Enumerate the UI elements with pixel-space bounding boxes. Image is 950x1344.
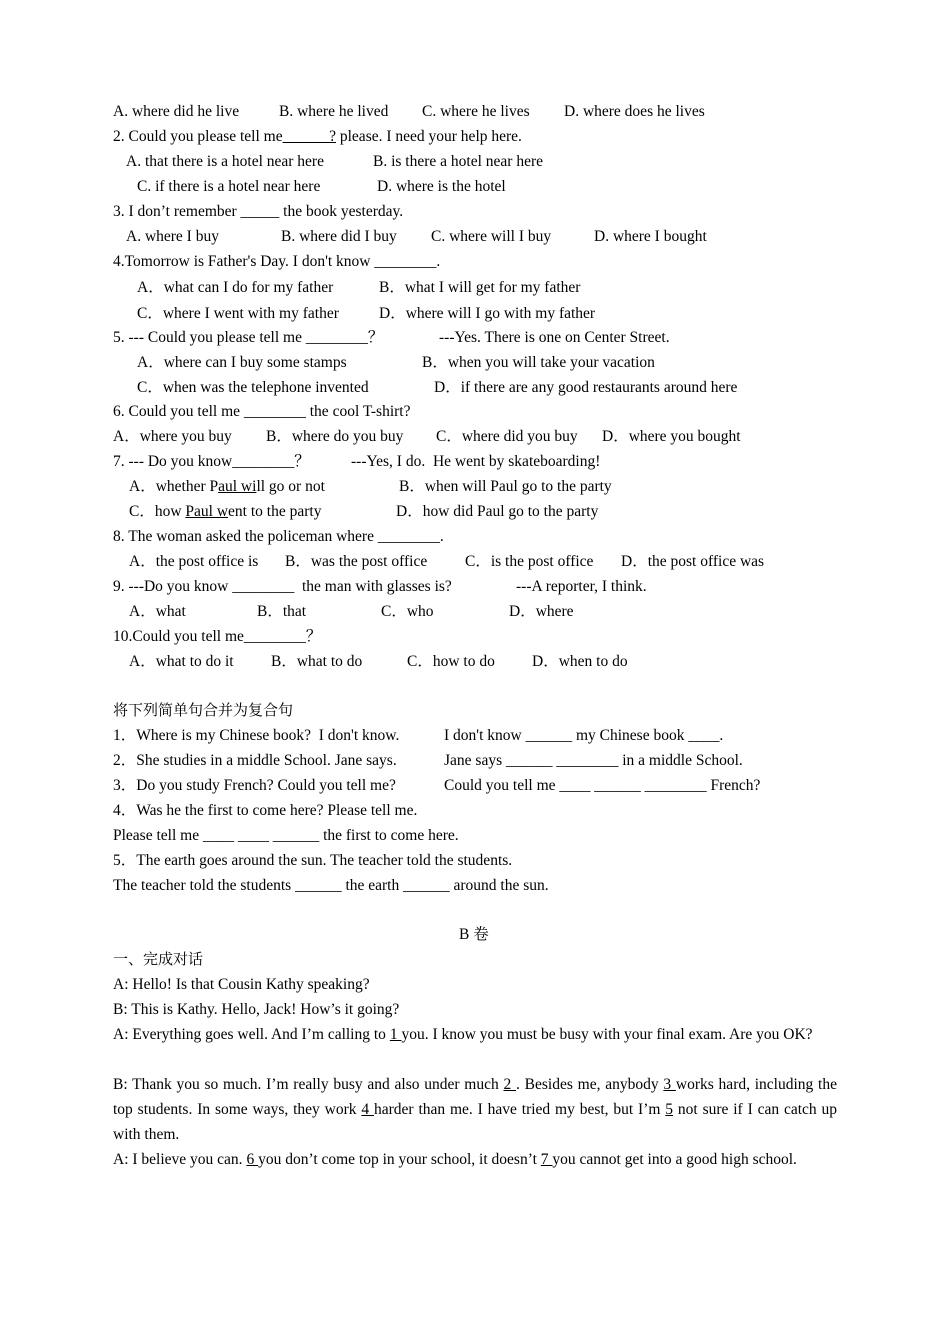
q9-option-d: D．where: [509, 603, 574, 620]
q5-option-c: C．when was the telephone invented: [137, 379, 369, 396]
combine-5-question: 5．The earth goes around the sun. The teacher told the students.: [113, 852, 513, 869]
q8-option-a: A．the post office is: [129, 553, 259, 570]
q6-stem: 6. Could you tell me ________ the cool T-shirt?: [113, 403, 411, 420]
q7-stem: 7. --- Do you know________？: [113, 453, 310, 470]
combine-2-answer: Jane says ______ ________ in a middle School.: [444, 752, 743, 769]
blank-6: 6: [246, 1151, 259, 1168]
combine-2-question: 2．She studies in a middle School. Jane says.: [113, 752, 397, 769]
q3-stem: 3. I don’t remember _____ the book yesterday.: [113, 203, 404, 220]
q6-option-c: C．where did you buy: [436, 428, 578, 445]
q10-option-d: D．when to do: [532, 653, 628, 670]
q9-option-a: A．what: [129, 603, 186, 620]
q6-option-a: A．where you buy: [113, 428, 232, 445]
q4-option-a: A．what can I do for my father: [137, 279, 334, 296]
q1-option-c: C. where he lives: [422, 103, 530, 120]
q9-reply: ---A reporter, I think.: [516, 578, 647, 595]
q7-option-a: A．whether Paul will go or not: [129, 478, 325, 495]
blank-2: 2: [503, 1076, 517, 1093]
q10-option-c: C．how to do: [407, 653, 495, 670]
combine-3-question: 3．Do you study French? Could you tell me?: [113, 777, 396, 794]
section-b-title: B 卷: [459, 926, 489, 943]
q7-option-b: B．when will Paul go to the party: [399, 478, 612, 495]
combine-1-answer: I don't know ______ my Chinese book ____.: [444, 727, 724, 744]
q10-stem: 10.Could you tell me________？: [113, 628, 322, 645]
q4-option-c: C．where I went with my father: [137, 305, 339, 322]
q10-option-b: B．what to do: [271, 653, 363, 670]
combine-3-answer: Could you tell me ____ ______ ________ French?: [444, 777, 761, 794]
q1-option-b: B. where he lived: [279, 103, 389, 120]
q8-option-d: D．the post office was: [621, 553, 765, 570]
q5-option-d: D．if there are any good restaurants around here: [434, 379, 738, 396]
q4-option-b: B．what I will get for my father: [379, 279, 581, 296]
q3-option-c: C. where will I buy: [431, 228, 552, 245]
q1-option-d: D. where does he lives: [564, 103, 705, 120]
blank-5: 5: [665, 1101, 674, 1118]
q3-option-d: D. where I bought: [594, 228, 707, 245]
dialogue-line-3: A: Everything goes well. And I’m calling to 1 you. I know you must be busy with your final exam. Are you OK?: [113, 1026, 813, 1043]
q10-option-a: A．what to do it: [129, 653, 234, 670]
q5-stem: 5. --- Could you please tell me ________？: [113, 329, 384, 346]
q2-option-a: A. that there is a hotel near here: [126, 153, 324, 170]
q2-stem: 2. Could you please tell me______? please. I need your help here.: [113, 128, 522, 145]
q7-option-c: C．how Paul went to the party: [129, 503, 322, 520]
q7-option-d: D．how did Paul go to the party: [396, 503, 599, 520]
q6-option-b: B．where do you buy: [266, 428, 404, 445]
combine-1-question: 1．Where is my Chinese book? I don't know.: [113, 727, 400, 744]
combine-heading: 将下列简单句合并为复合句: [113, 701, 294, 719]
dialogue-line-4: B: Thank you so much. I’m really busy and also under much 2 . Besides me, anybody 3 works hard, including the top students. In some ways, they work 4 harder than me. I have tried my best, but I’m 5 not sure if I can catch up with them.: [113, 1076, 838, 1143]
blank-3: 3: [663, 1076, 676, 1093]
q8-option-b: B．was the post office: [285, 553, 428, 570]
q2-option-c: C. if there is a hotel near here: [137, 178, 321, 195]
q5-reply: ---Yes. There is one on Center Street.: [439, 329, 670, 346]
q6-option-d: D．where you bought: [602, 428, 741, 445]
q4-option-d: D．where will I go with my father: [379, 305, 596, 322]
q5-option-b: B．when you will take your vacation: [422, 354, 655, 371]
dialogue-line-5: A: I believe you can. 6 you don’t come top in your school, it doesn’t 7 you cannot get into a good high school.: [113, 1151, 797, 1168]
q9-option-b: B．that: [257, 603, 307, 620]
blank-4: 4: [361, 1101, 374, 1118]
part-1-heading: 一、完成对话: [113, 950, 204, 968]
q8-stem: 8. The woman asked the policeman where ________.: [113, 528, 444, 545]
q1-option-a: A. where did he live: [113, 103, 240, 120]
combine-4-answer: Please tell me ____ ____ ______ the first to come here.: [113, 827, 459, 844]
q9-stem: 9. ---Do you know ________ the man with glasses is?: [113, 578, 452, 595]
blank-7: 7: [540, 1151, 553, 1168]
q3-option-b: B. where did I buy: [281, 228, 397, 245]
combine-4-question: 4．Was he the first to come here? Please tell me.: [113, 802, 418, 819]
q5-option-a: A．where can I buy some stamps: [137, 354, 347, 371]
blank-1: 1: [389, 1026, 402, 1043]
dialogue-line-1: A: Hello! Is that Cousin Kathy speaking?: [113, 976, 370, 993]
q2-option-d: D. where is the hotel: [377, 178, 506, 195]
combine-5-answer: The teacher told the students ______ the earth ______ around the sun.: [113, 877, 549, 894]
dialogue-line-2: B: This is Kathy. Hello, Jack! How’s it going?: [113, 1001, 400, 1018]
q8-option-c: C．is the post office: [465, 553, 594, 570]
q4-stem: 4.Tomorrow is Father's Day. I don't know ________.: [113, 253, 441, 270]
q7-reply: ---Yes, I do. He went by skateboarding!: [351, 453, 601, 470]
q3-option-a: A. where I buy: [126, 228, 219, 245]
q2-blank: ______?: [282, 128, 336, 145]
q9-option-c: C．who: [381, 603, 434, 620]
q2-option-b: B. is there a hotel near here: [373, 153, 543, 170]
